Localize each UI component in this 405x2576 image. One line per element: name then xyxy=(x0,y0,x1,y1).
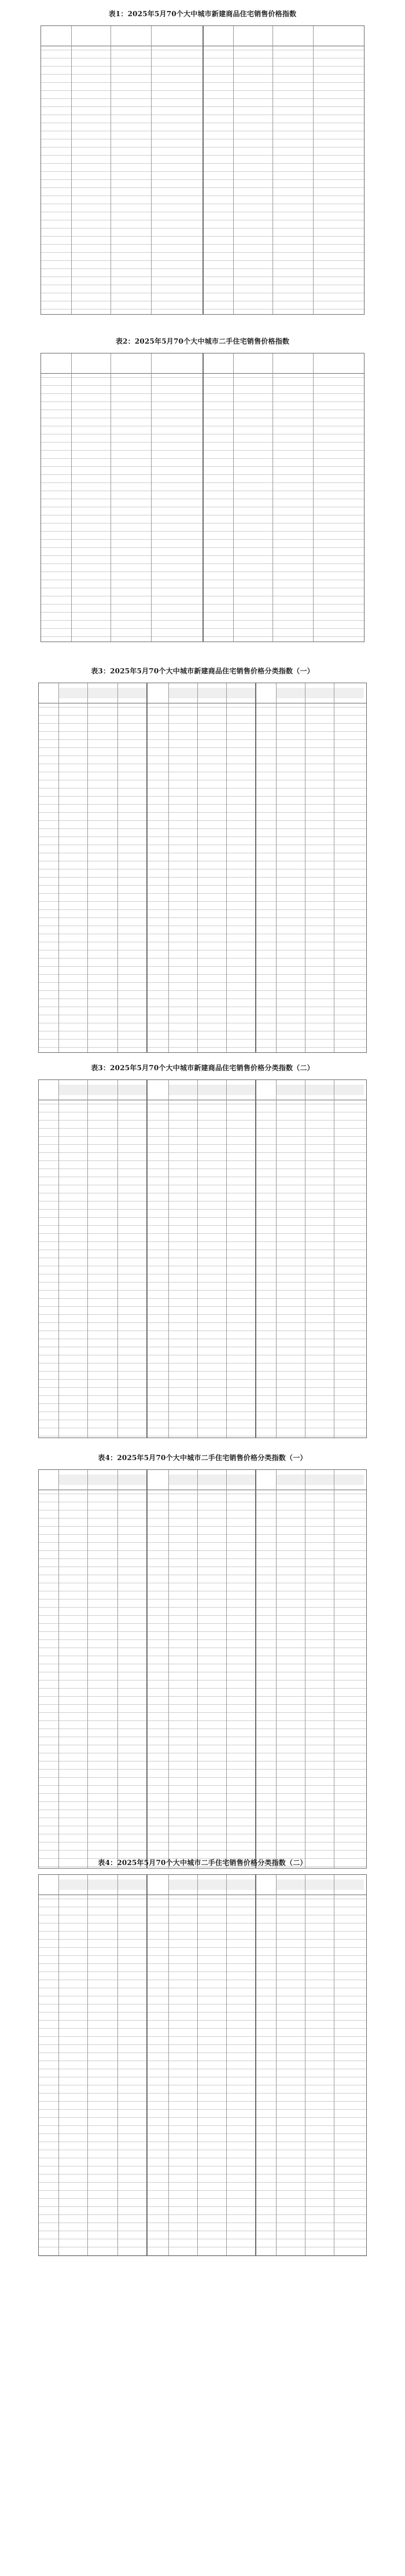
header-group-cell xyxy=(168,1475,256,1485)
table-1 xyxy=(41,25,365,315)
column-divider xyxy=(87,1875,88,2256)
column-divider xyxy=(58,1875,59,2256)
table-section-6 xyxy=(0,1851,405,2256)
column-divider xyxy=(197,683,198,1052)
column-divider xyxy=(58,1080,59,1438)
column-divider xyxy=(87,1080,88,1438)
header-group-cell xyxy=(58,688,146,698)
column-divider xyxy=(117,683,118,1052)
column-divider xyxy=(87,1470,88,1868)
column-divider xyxy=(276,1875,277,2256)
column-divider xyxy=(226,1470,227,1868)
table-title-5: 表4：2025年5月70个大中城市二手住宅销售价格分类指数（一） xyxy=(98,1454,307,1462)
table-title-2: 表2：2025年5月70个大中城市二手住宅销售价格指数 xyxy=(115,337,290,345)
column-divider xyxy=(197,1470,198,1868)
header-group-cell xyxy=(58,1880,146,1890)
column-divider xyxy=(168,1080,169,1438)
column-divider xyxy=(276,1470,277,1868)
table-4 xyxy=(38,1079,367,1438)
column-divider xyxy=(117,1080,118,1438)
table-center-divider xyxy=(203,26,204,314)
column-divider xyxy=(168,683,169,1052)
table-section-5 xyxy=(0,1446,405,1869)
column-divider xyxy=(313,26,314,314)
column-divider xyxy=(197,1875,198,2256)
table-title-3: 表3：2025年5月70个大中城市新建商品住宅销售价格分类指数（一） xyxy=(91,667,314,675)
column-divider xyxy=(71,26,72,314)
header-group-cell xyxy=(276,688,364,698)
column-divider xyxy=(276,683,277,1052)
table-title-4: 表3：2025年5月70个大中城市新建商品住宅销售价格分类指数（二） xyxy=(91,1064,314,1072)
table-section-2 xyxy=(0,330,405,642)
table-group-divider xyxy=(255,1875,256,2256)
header-group-cell xyxy=(168,688,256,698)
table-6 xyxy=(38,1874,367,2256)
table-group-divider xyxy=(255,683,256,1052)
column-divider xyxy=(71,353,72,642)
table-group-divider xyxy=(146,683,148,1052)
column-divider xyxy=(226,1080,227,1438)
table-5 xyxy=(38,1469,367,1869)
table-3 xyxy=(38,683,367,1053)
column-divider xyxy=(197,1080,198,1438)
header-group-cell xyxy=(58,1085,146,1095)
column-divider xyxy=(168,1470,169,1868)
column-divider xyxy=(276,1080,277,1438)
table-title-6: 表4：2025年5月70个大中城市二手住宅销售价格分类指数（二） xyxy=(98,1859,307,1867)
column-divider xyxy=(226,1875,227,2256)
table-2 xyxy=(41,353,365,642)
column-divider xyxy=(58,1470,59,1868)
column-divider xyxy=(151,26,152,314)
table-group-divider xyxy=(255,1470,256,1868)
column-divider xyxy=(117,1875,118,2256)
table-section-1 xyxy=(0,2,405,315)
table-section-3 xyxy=(0,659,405,1053)
column-divider xyxy=(233,353,234,642)
table-section-4 xyxy=(0,1056,405,1438)
header-group-cell xyxy=(168,1880,256,1890)
column-divider xyxy=(313,353,314,642)
table-group-divider xyxy=(146,1470,148,1868)
column-divider xyxy=(117,1470,118,1868)
table-group-divider xyxy=(146,1875,148,2256)
table-title-1: 表1：2025年5月70个大中城市新建商品住宅销售价格指数 xyxy=(108,10,297,18)
header-group-cell xyxy=(276,1085,364,1095)
header-group-cell xyxy=(168,1085,256,1095)
table-center-divider xyxy=(203,353,204,642)
column-divider xyxy=(87,683,88,1052)
header-group-cell xyxy=(276,1475,364,1485)
header-group-cell xyxy=(276,1880,364,1890)
column-divider xyxy=(151,353,152,642)
column-divider xyxy=(58,683,59,1052)
header-group-cell xyxy=(58,1475,146,1485)
table-group-divider xyxy=(146,1080,148,1438)
column-divider xyxy=(168,1875,169,2256)
column-divider xyxy=(226,683,227,1052)
table-group-divider xyxy=(255,1080,256,1438)
column-divider xyxy=(233,26,234,314)
